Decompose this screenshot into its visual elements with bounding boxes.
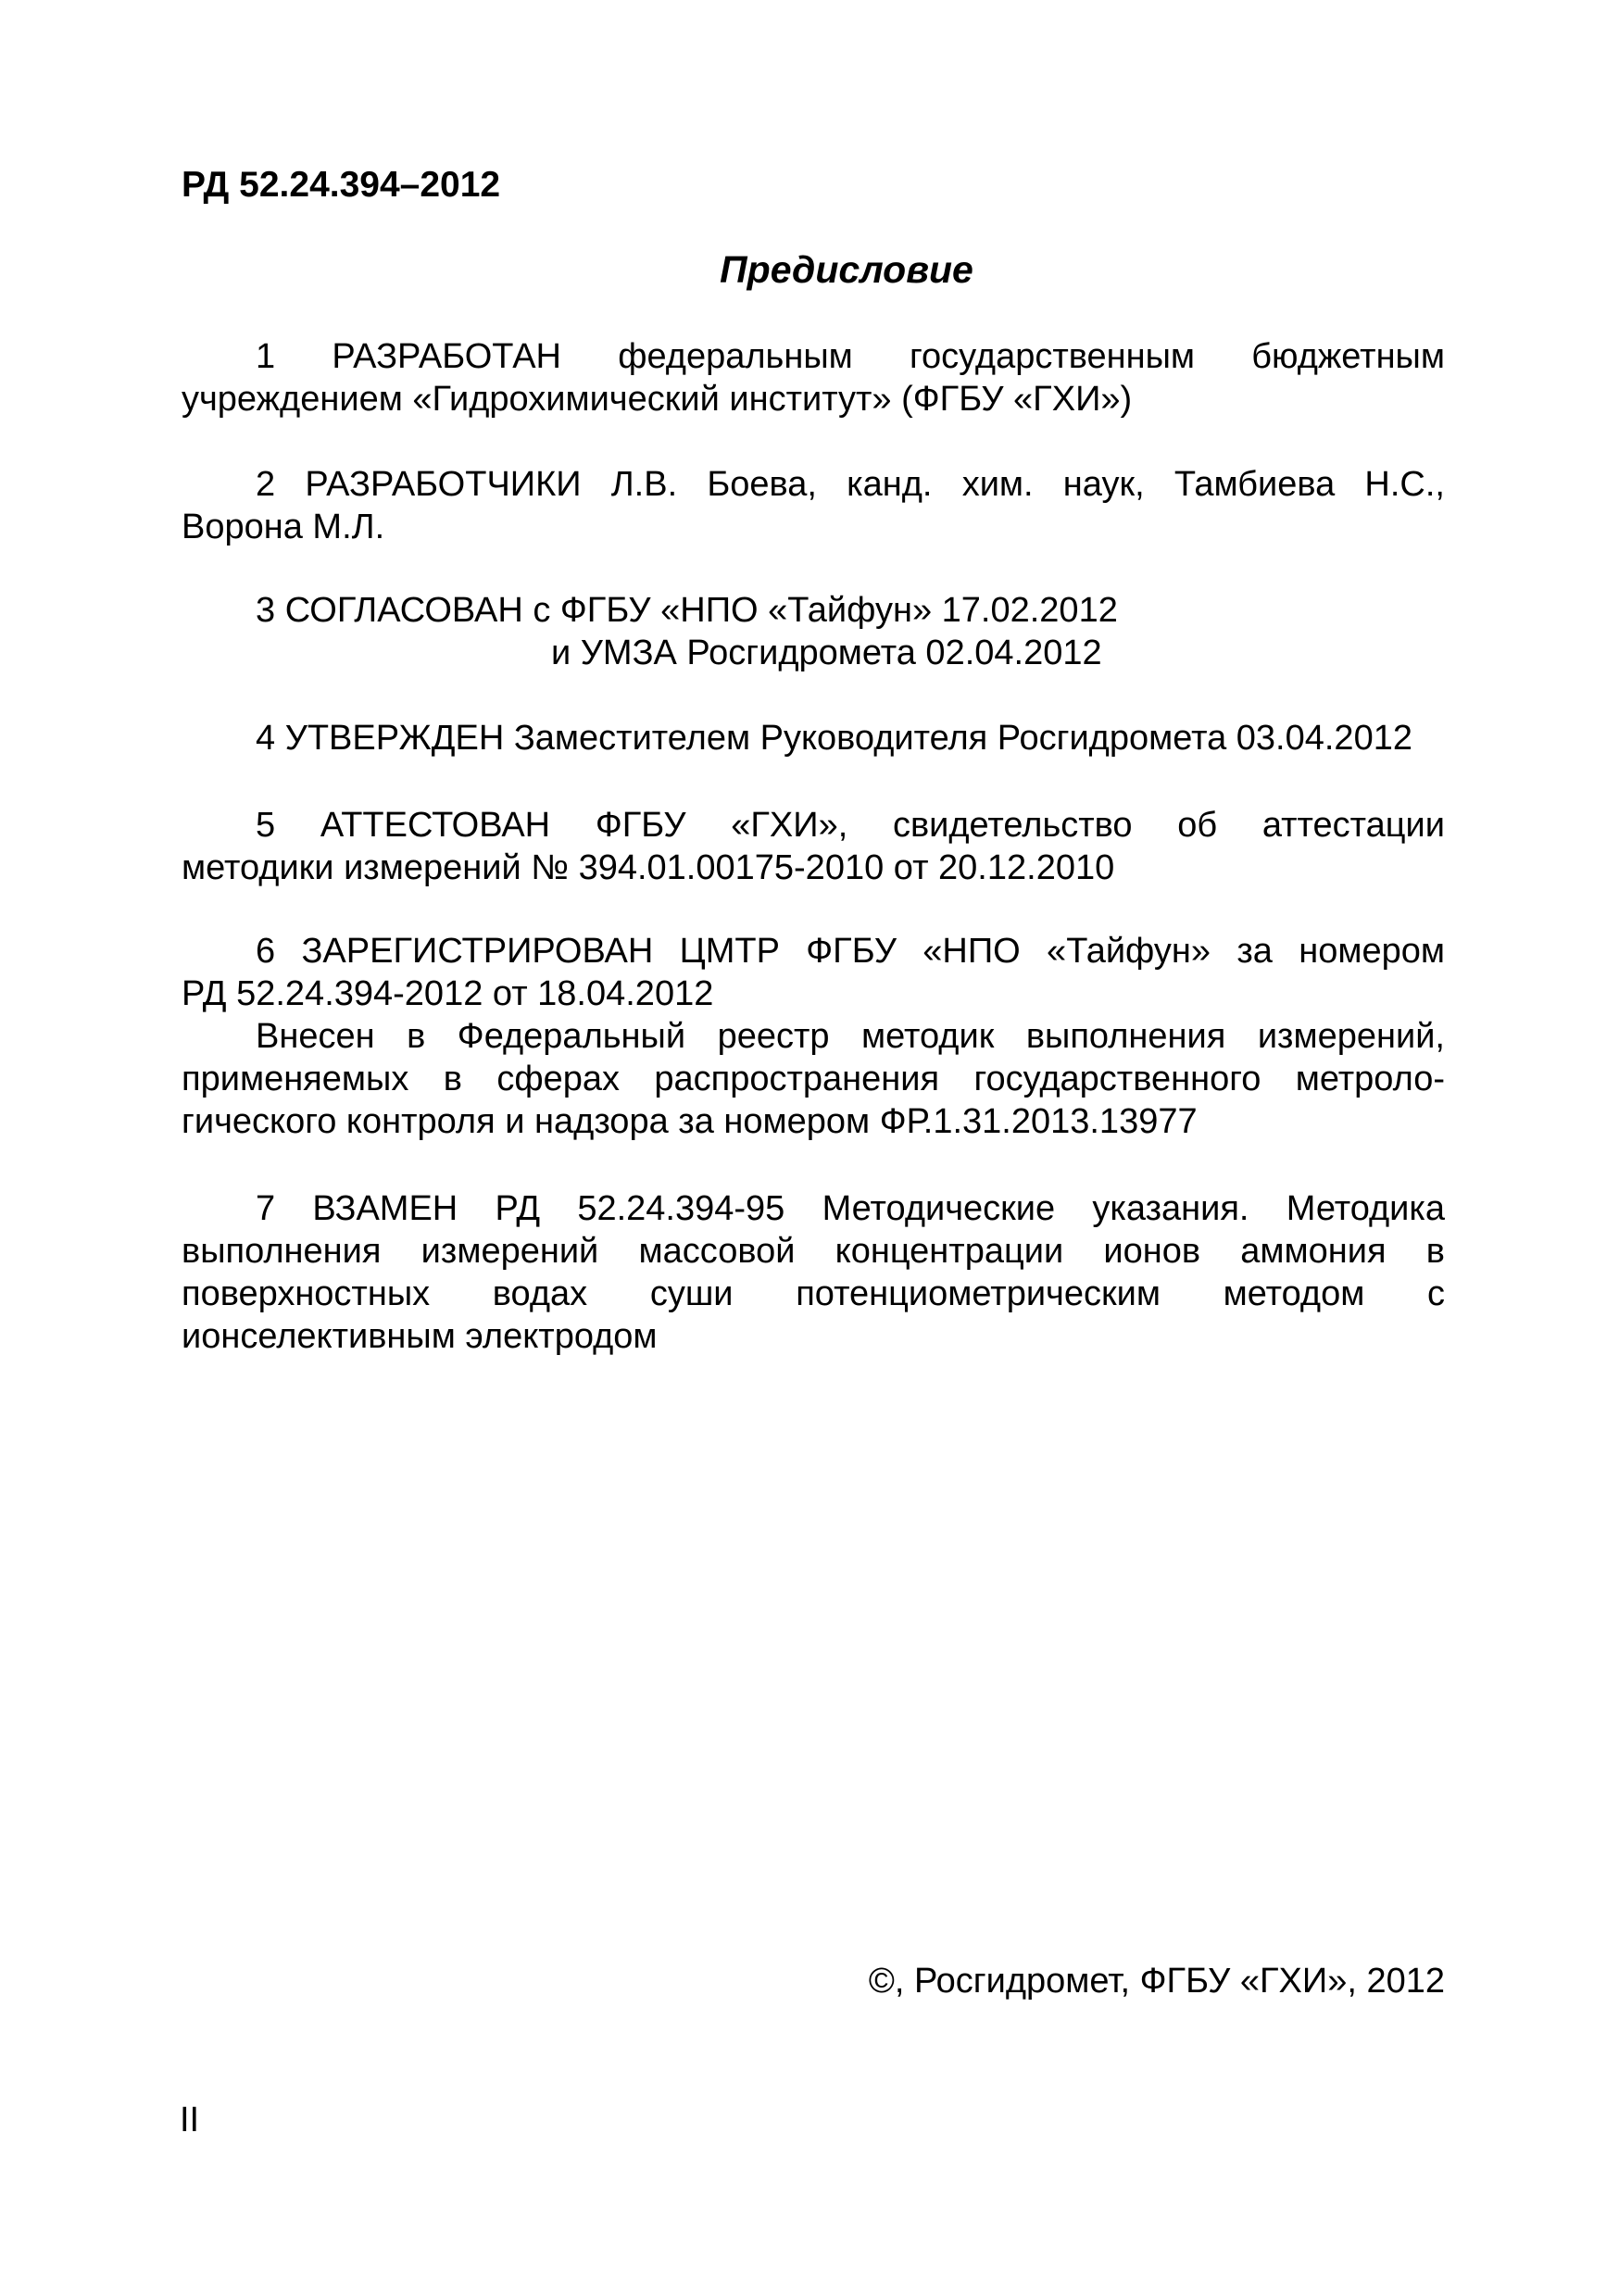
foreword-item-developers	[182, 463, 1445, 548]
foreword-item-replaces	[182, 1187, 1445, 1358]
foreword-item-agreed	[182, 589, 1445, 674]
item-line: 7 ВЗАМЕН РД 52.24.394-95 Методические указания. Методика	[256, 1189, 1445, 1228]
foreword-item-developed	[182, 335, 1445, 420]
foreword-item-approved	[182, 717, 1445, 759]
item-line: 6 ЗАРЕГИСТРИРОВАН ЦМТР ФГБУ «НПО «Тайфун» за номером	[256, 932, 1445, 971]
item-line: 4 УТВЕРЖДЕН Заместителем Руководителя Росгидромета 03.04.2012	[256, 719, 1412, 758]
item-line: применяемых в сферах распространения государственного метроло-	[182, 1060, 1445, 1098]
item-line: и УМЗА Росгидромета 02.04.2012	[551, 634, 1102, 672]
item-line: 2 РАЗРАБОТЧИКИ Л.В. Боева, канд. хим. наук, Тамбиева Н.С.,	[256, 465, 1445, 504]
item-line: ионселективным электродом	[182, 1317, 658, 1356]
item-line: Внесен в Федеральный реестр методик выполнения измерений,	[256, 1017, 1445, 1056]
item-line: гического контроля и надзора за номером ФР.1.31.2013.13977	[182, 1102, 1198, 1141]
document-id: РД 52.24.394–2012	[182, 165, 501, 205]
copyright-notice: ©, Росгидромет, ФГБУ «ГХИ», 2012	[868, 1962, 1445, 2001]
page-title: Предисловие	[720, 248, 973, 291]
item-line: 3 СОГЛАСОВАН с ФГБУ «НПО «Тайфун» 17.02.2012	[256, 591, 1118, 630]
item-line: выполнения измерений массовой концентрации ионов аммония в	[182, 1232, 1445, 1271]
item-line: поверхностных водах суши потенциометрическим методом с	[182, 1274, 1445, 1313]
foreword-item-registered	[182, 930, 1445, 1143]
item-line: 5 АТТЕСТОВАН ФГБУ «ГХИ», свидетельство об аттестации	[256, 806, 1445, 845]
item-line: РД 52.24.394-2012 от 18.04.2012	[182, 974, 714, 1013]
item-line: 1 РАЗРАБОТАН федеральным государственным бюджетным	[256, 337, 1445, 376]
item-line: методики измерений № 394.01.00175-2010 от 20.12.2010	[182, 848, 1115, 887]
item-line: Ворона М.Л.	[182, 508, 385, 546]
foreword-item-certified	[182, 804, 1445, 889]
page-number: II	[180, 2101, 200, 2139]
item-line: учреждением «Гидрохимический институт» (ФГБУ «ГХИ»)	[182, 380, 1133, 419]
